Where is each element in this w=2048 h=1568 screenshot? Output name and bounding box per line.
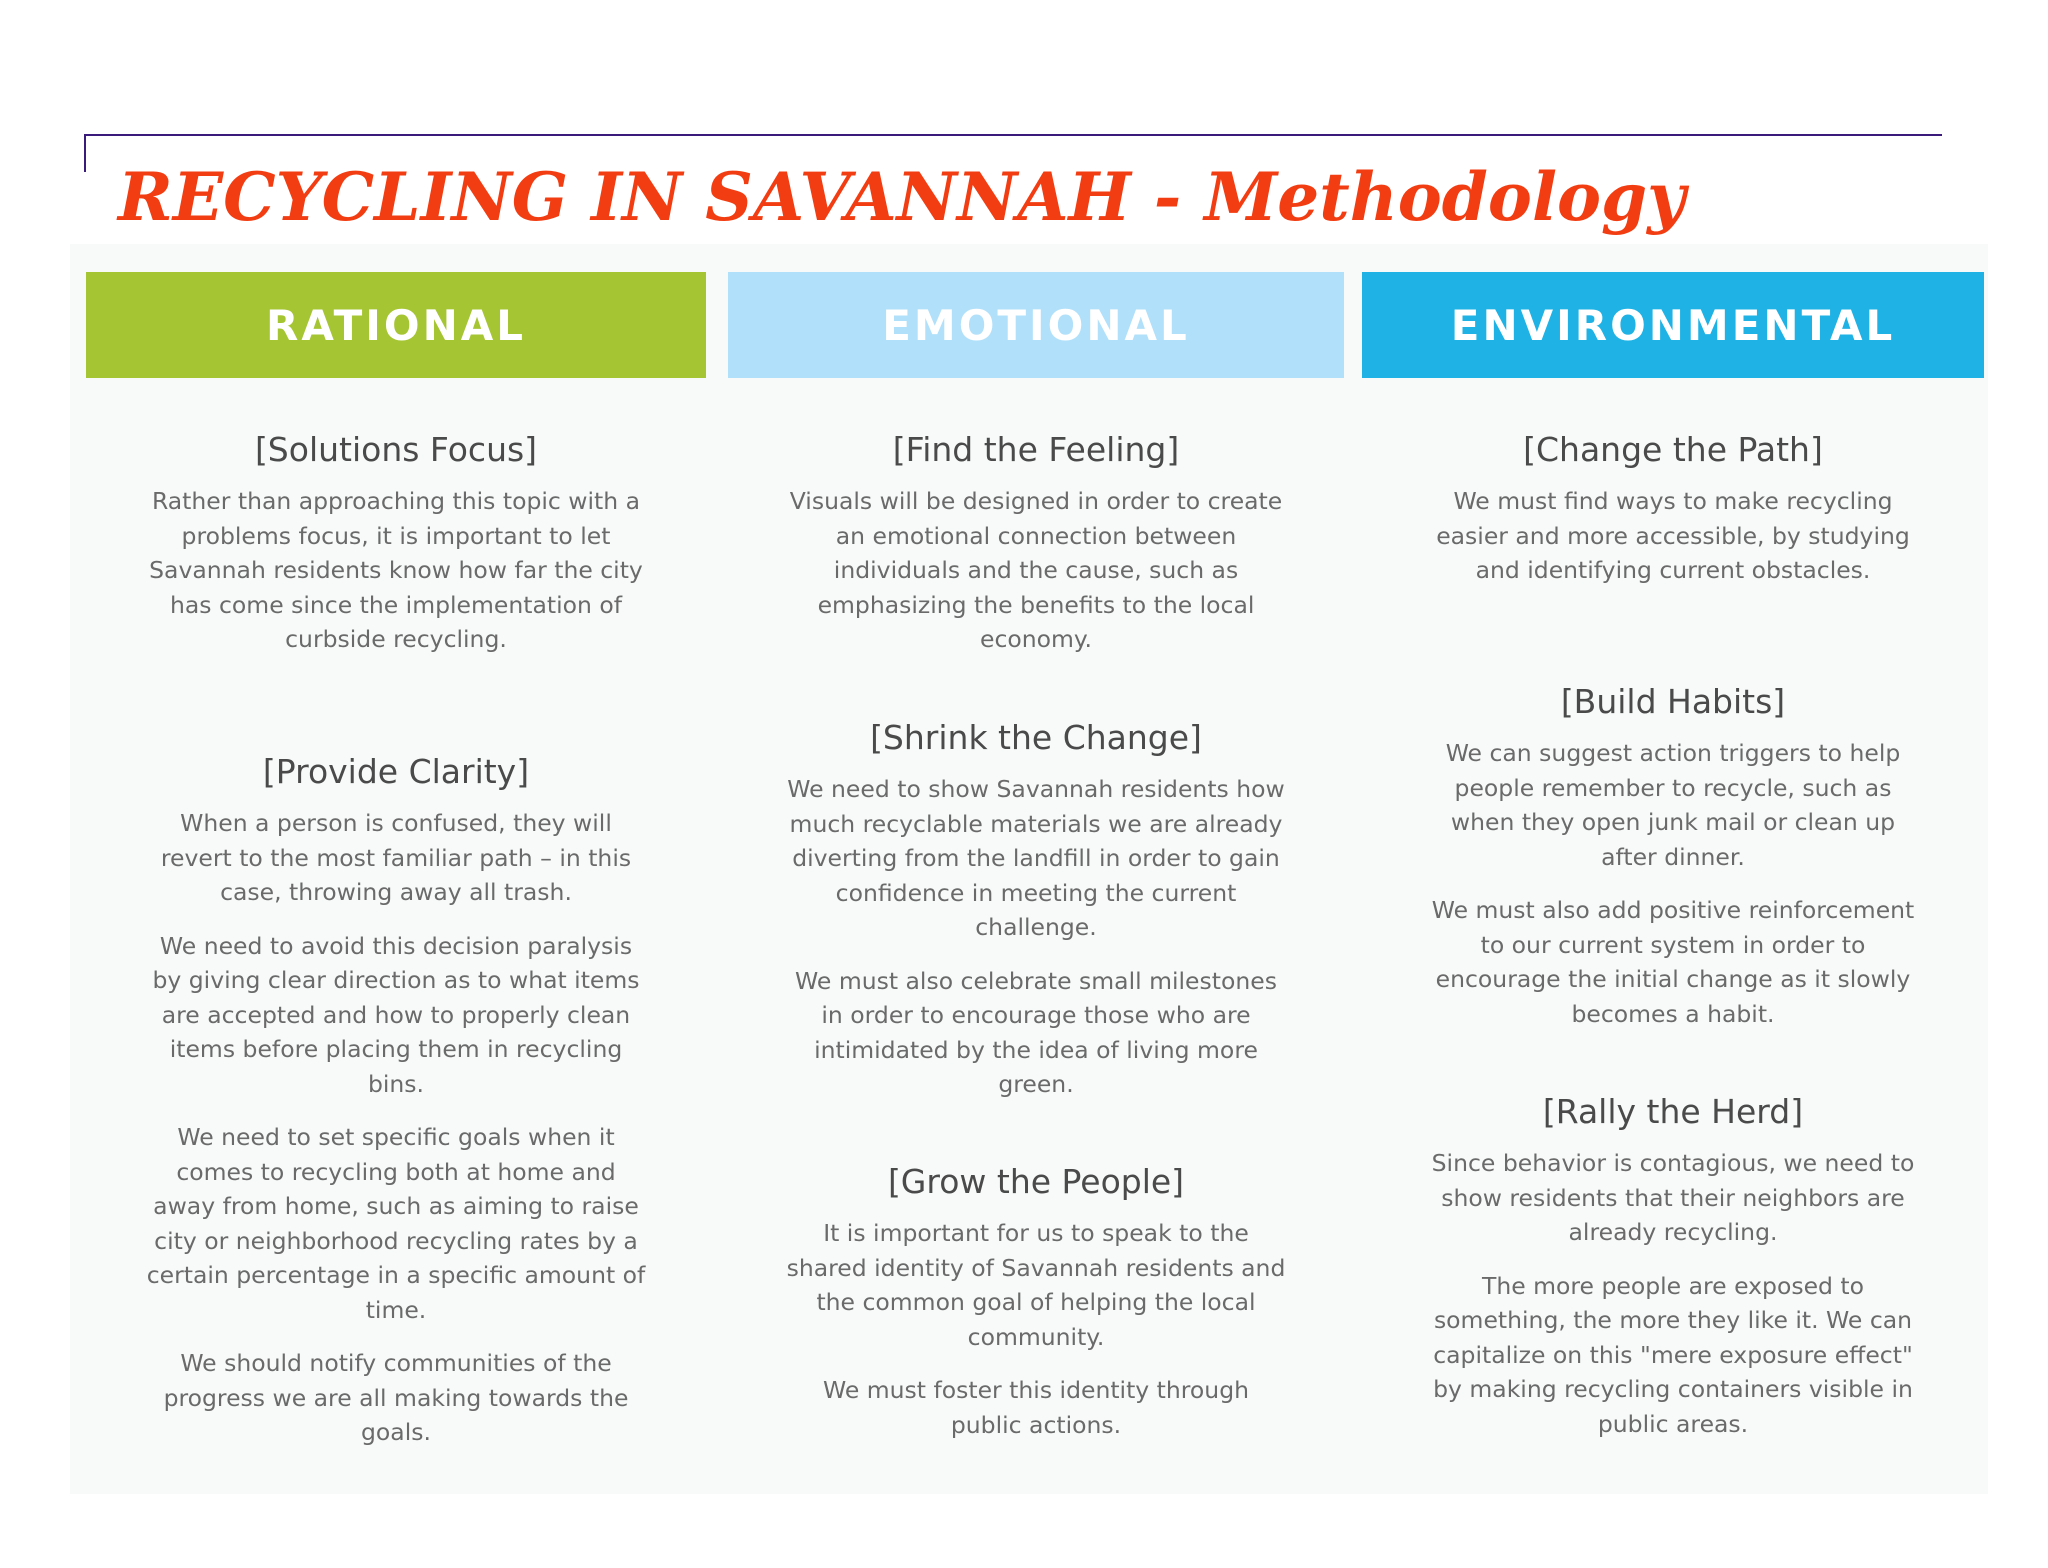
section-provide-clarity [86,750,706,1450]
section-paragraph: When a person is confused, they will revert to the most familiar path – in this case, throwing away all trash. [160,809,632,906]
section-paragraph: We should notify communities of the progress we are all making towards the goals. [163,1349,629,1446]
column-environmental [1362,272,1984,1568]
section-find-the-feeling [728,428,1344,657]
column-body-environmental [1362,378,1984,1568]
section-change-the-path [1362,428,1984,588]
section-paragraph: We need to avoid this decision paralysis by giving clear direction as to what items are accepted and how to properly clean items before placing them in recycling bins. [152,931,640,1098]
section-title: [Change the Path] [1523,430,1823,469]
section-paragraph: The more people are exposed to something, the more they like it. We can capitalize on this "mere exposure effect" by making recycling containers visible in public areas. [1433,1271,1913,1438]
section-title: [Grow the People] [887,1162,1185,1201]
column-body-rational [86,378,706,1568]
section-paragraph: It is important for us to speak to the shared identity of Savannah residents and the common goal of helping the local community. [786,1219,1286,1351]
section-title: [Solutions Focus] [254,430,538,469]
title-rule [84,134,1942,136]
section-paragraph: Visuals will be designed in order to create an emotional connection between individuals and the cause, such as emphasizing the benefits to the local economy. [789,487,1283,653]
section-shrink-the-change [728,716,1344,1102]
column-header-environmental: ENVIRONMENTAL [1362,272,1984,378]
section-paragraph: We must also celebrate small milestones in order to encourage those who are intimidated by the idea of living more green. [795,966,1277,1098]
section-paragraph: Since behavior is contagious, we need to show residents that their neighbors are already recycling. [1431,1149,1915,1246]
section-grow-the-people [728,1160,1344,1442]
section-title: [Rally the Herd] [1542,1092,1804,1131]
section-paragraph: We must also add positive reinforcement to our current system in order to encourage the initial change as it slowly becomes a habit. [1431,896,1915,1028]
section-title: [Find the Feeling] [892,430,1180,469]
section-paragraph: We can suggest action triggers to help people remember to recycle, such as when they open junk mail or clean up after dinner. [1445,739,1901,871]
section-rally-the-herd [1362,1090,1984,1441]
section-title: [Provide Clarity] [262,752,530,791]
column-body-emotional [728,378,1344,1568]
section-build-habits [1362,680,1984,1031]
column-header-rational: RATIONAL [86,272,706,378]
section-paragraph: We must find ways to make recycling easier and more accessible, by studying and identifying current obstacles. [1436,487,1910,584]
section-paragraph: We must foster this identity through public actions. [822,1376,1250,1439]
section-paragraph: We need to show Savannah residents how much recyclable materials we are already diverting from the landfill in order to gain confidence in meeting the current challenge. [787,775,1285,941]
section-title: [Shrink the Change] [870,718,1202,757]
section-paragraph: Rather than approaching this topic with a problems focus, it is important to let Savannah residents know how far the city has come since the implementation of curbside recycling. [149,487,643,653]
section-title: [Build Habits] [1560,682,1786,721]
section-paragraph: We need to set specific goals when it comes to recycling both at home and away from home, such as aiming to raise city or neighborhood recycling rates by a certain percentage in a specific amount of time. [146,1123,646,1324]
column-emotional [728,272,1344,1568]
column-rational [86,272,706,1568]
column-header-emotional: EMOTIONAL [728,272,1344,378]
title-rule-tick [84,134,86,172]
slide-title: RECYCLING IN SAVANNAH - Methodology [118,158,1686,236]
section-solutions-focus [86,428,706,657]
